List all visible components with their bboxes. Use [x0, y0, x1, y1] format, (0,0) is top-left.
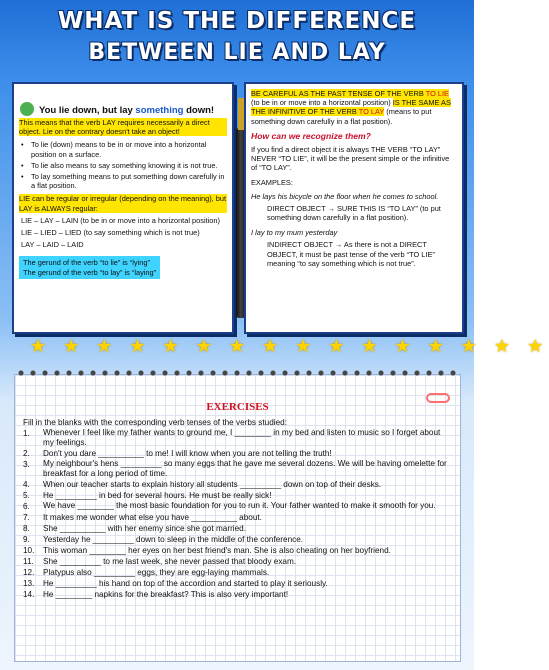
careful-part: (means to put something down carefully in a flat position). [251, 107, 432, 126]
exercise-item [23, 567, 452, 578]
exercise-item [23, 589, 452, 600]
example-2-explanation: INDIRECT OBJECT → As there is not a DIRECT OBJECT, it must be past tense of the verb “TO LIE” meaning “to say something which is not true”. [267, 240, 435, 268]
headline-part: You lie down, but lay [39, 105, 136, 116]
title-line-1: WHAT IS THE DIFFERENCE [57, 8, 417, 34]
left-headline [39, 105, 227, 116]
meaning-list [19, 140, 227, 190]
exercise-number: 12. [23, 568, 35, 577]
headline-part: down! [183, 105, 215, 116]
gerund-lay: The gerund of the verb “to lay” is “laying” [23, 267, 157, 277]
exercise-item [23, 512, 452, 523]
exercise-text: This woman ________ her eyes on her best friend's man. She is also cheating on her boyfriend. [43, 546, 391, 555]
exercise-number: 7. [23, 513, 30, 522]
verb-form-item: LIE – LAY – LAIN (to be in or move into a horizontal position) [21, 215, 220, 225]
exercise-item [23, 556, 452, 567]
careful-note [251, 89, 457, 126]
example-1: He lays his bicycle on the floor when he comes to school. [251, 191, 439, 201]
exercise-number: 9. [23, 535, 30, 544]
careful-part: (to be in or move into a horizontal position) [251, 98, 393, 108]
exercise-text: Whenever I feel like my father wants to ground me, I ________ in my bed and listen to music so I forget about my feelings. [43, 428, 441, 447]
exercise-item [23, 501, 452, 512]
exercise-number: 2. [23, 449, 30, 458]
exercise-instructions: Fill in the blanks with the corresponding verb tenses of the verbs studied: [23, 418, 287, 427]
exercise-item [23, 578, 452, 589]
example-2: I lay to my mum yesterday [251, 228, 338, 238]
exercise-number: 11. [23, 557, 34, 566]
exercise-number: 5. [23, 491, 30, 500]
gerund-box [19, 256, 160, 278]
verb-form-item: LIE – LIED – LIED (to say something which is not true) [21, 228, 200, 238]
exercise-number: 10. [23, 546, 35, 555]
exercise-text: Yesterday he _________ down to sleep in the middle of the conference. [43, 535, 304, 544]
exercise-text: It makes me wonder what else you have __________ about. [43, 513, 262, 522]
exercise-list [23, 428, 452, 600]
careful-part: BE CAREFUL AS THE PAST TENSE OF THE VERB [251, 89, 426, 98]
exercise-text: He _________ in bed for several hours. He must be really sick! [43, 491, 272, 500]
exercise-text: He _________ his hand on top of the accordion and started to play it seriously. [43, 579, 328, 588]
exercise-number: 8. [23, 524, 30, 533]
meaning-item: • To lie also means to say something knowing it is not true. [31, 161, 227, 170]
direct-object-rule: If you find a direct object it is always THE VERB “TO LAY” NEVER “TO LIE”, it will be the present simple or the infinitive of “TO LAY”. [251, 144, 450, 173]
verb-form-item: LAY – LAID – LAID [21, 240, 84, 250]
exercise-item [23, 523, 452, 534]
exercise-item [23, 479, 452, 490]
exercise-text: She __________ with her enemy since she got married. [43, 524, 246, 533]
exercise-text: My neighbour's hens _________ so many eggs that he gave me several dozens. We will be having omelette for breakfast for a long period of time. [43, 459, 447, 478]
headline-something: something [135, 105, 184, 116]
right-explanation-panel [244, 82, 464, 334]
lay-note: This means that the verb LAY requires necessarily a direct object. Lie on the contrary doesn't take an object! [19, 118, 227, 136]
careful-to-lie: TO LIE [425, 89, 449, 98]
examples-label: EXAMPLES: [251, 178, 293, 188]
careful-to-lay: TO LAY [358, 107, 385, 117]
exercise-item [23, 490, 452, 501]
careful-part: IS THE SAME AS THE INFINITIVE OF THE VERB [251, 98, 451, 117]
exercise-number: 4. [23, 480, 30, 489]
meaning-item: • To lay something means to put something down carefully in a flat position. [31, 172, 227, 190]
title-line-2: BETWEEN LIE AND LAY [88, 40, 386, 65]
exercise-text: She _________ to me last week, she never passed that bloody exam. [43, 557, 297, 566]
exercise-item [23, 545, 452, 556]
green-badge-icon [20, 102, 34, 116]
spiral-binding [15, 367, 462, 379]
gerund-lie: The gerund of the verb “to lie” is “lying” [23, 258, 150, 268]
exercise-item [23, 448, 452, 459]
paperclip-icon [426, 393, 450, 403]
exercise-number: 6. [23, 502, 30, 511]
exercise-number: 13. [23, 579, 35, 588]
regular-note: LIE can be regular or irregular (depending on the meaning), but LAY is ALWAYS regular: [19, 194, 227, 213]
exercise-item [23, 534, 452, 545]
left-explanation-panel [12, 82, 234, 334]
exercise-item [23, 428, 452, 448]
exercises-title: EXERCISES [206, 401, 269, 413]
exercise-number: 3. [23, 460, 30, 469]
exercise-text: Don't you dare __________ to me! I will know when you are not telling the truth! [43, 449, 332, 458]
exercise-number: 14. [23, 590, 35, 599]
exercise-text: We have ________ the most basic foundation for you to run it. Your father wanted to make it smooth for you. [43, 501, 436, 510]
exercise-sheet [14, 374, 461, 662]
exercise-text: Platypus also _________ eggs, they are egg-laying mammals. [43, 568, 270, 577]
example-1-explanation: DIRECT OBJECT → SURE THIS IS “TO LAY” (to put something down carefully in a flat position). [267, 203, 441, 223]
recognize-heading: How can we recognize them? [251, 130, 371, 141]
verb-forms-list [19, 216, 227, 250]
meaning-item: • To lie (down) means to be in or move into a horizontal position on a surface. [31, 140, 227, 158]
exercise-item [23, 459, 452, 479]
exercise-text: He ________ napkins for the breakfast? This is also very important! [43, 590, 289, 599]
exercise-text: When our teacher starts to explain history all students _________ down on top of their desks. [43, 480, 382, 489]
exercise-number: 1. [23, 429, 30, 438]
star-divider: ★ ★ ★ ★ ★ ★ ★ ★ ★ ★ ★ ★ ★ ★ ★ ★ [30, 336, 549, 356]
